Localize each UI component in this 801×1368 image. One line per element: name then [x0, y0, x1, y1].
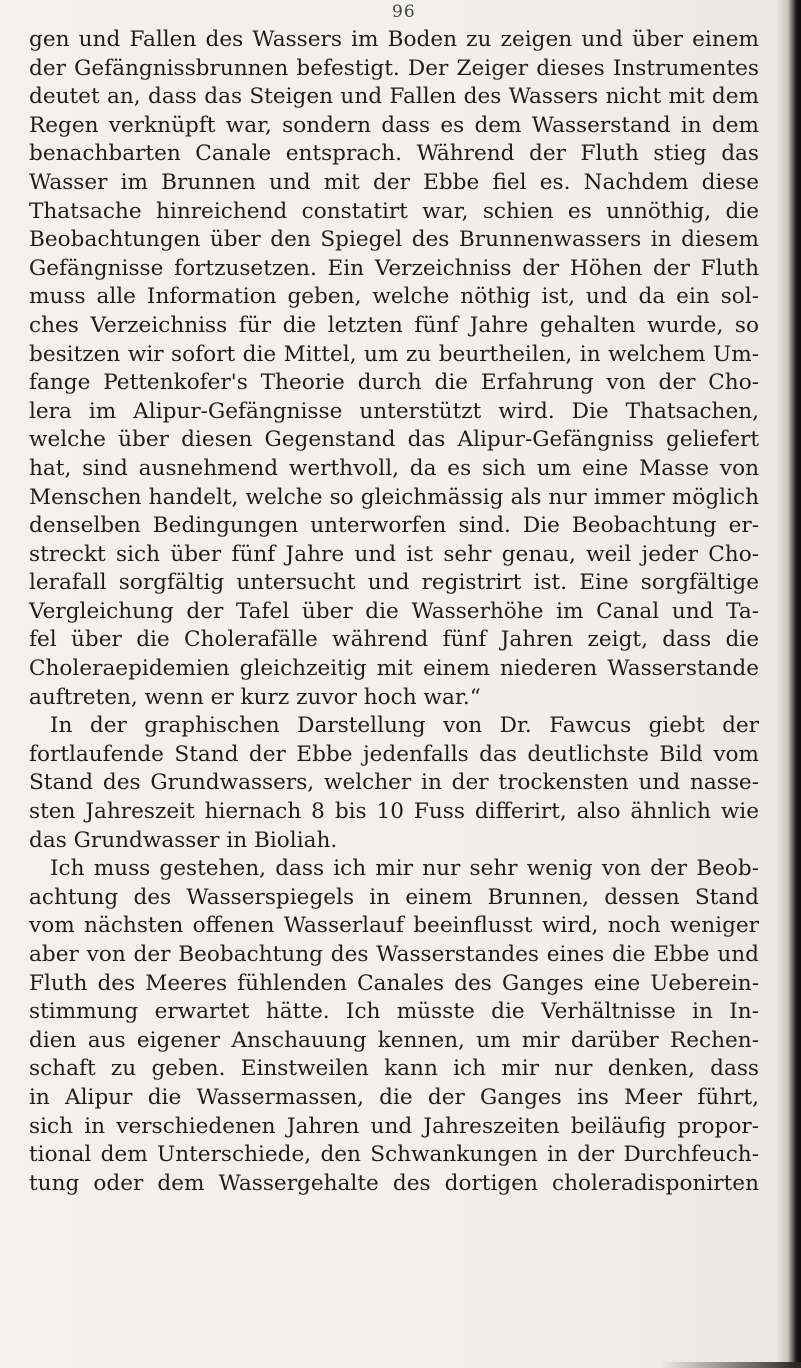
text-line: sich in verschiedenen Jahren und Jahreszeiten beiläufig propor-	[29, 1113, 759, 1139]
text-line: benachbarten Canale entsprach. Während der Fluth stieg das	[29, 141, 759, 167]
text-line: fel über die Cholerafälle während fünf Jahren zeigt, dass die	[29, 627, 759, 653]
text-line: Vergleichung der Tafel über die Wasserhöhe im Canal und Ta-	[29, 598, 759, 624]
text-line: lera im Alipur-Gefängnisse unterstützt wird. Die Thatsachen,	[29, 398, 759, 424]
text-line: Stand des Grundwassers, welcher in der trockensten und nasse-	[29, 770, 759, 796]
text-line: fortlaufende Stand der Ebbe jedenfalls das deutlichste Bild vom	[29, 741, 759, 767]
text-line: achtung des Wasserspiegels in einem Brunnen, dessen Stand	[29, 884, 759, 910]
text-line: schaft zu geben. Einstweilen kann ich mir nur denken, dass	[29, 1056, 759, 1082]
paragraph-start: In der graphischen Darstellung von Dr. Fawcus giebt der	[50, 713, 759, 739]
text-line: tional dem Unterschiede, den Schwankungen in der Durchfeuch-	[29, 1142, 759, 1168]
text-line: dien aus eigener Anschauung kennen, um mir darüber Rechen-	[29, 1027, 759, 1053]
text-line: stimmung erwartet hätte. Ich müsste die Verhältnisse in In-	[29, 999, 759, 1025]
corner-shadow	[661, 1362, 801, 1368]
text-line: sten Jahreszeit hiernach 8 bis 10 Fuss differirt, also ähnlich wie	[29, 799, 759, 825]
text-line: Gefängnisse fortzusetzen. Ein Verzeichniss der Höhen der Fluth	[29, 255, 759, 281]
text-line: Choleraepidemien gleichzeitig mit einem niederen Wasserstande	[29, 656, 759, 682]
paragraph-start: Ich muss gestehen, dass ich mir nur sehr wenig von der Beob-	[50, 856, 759, 882]
page-edge-shadow	[777, 0, 801, 1368]
text-line: auftreten, wenn er kurz zuvor hoch war.“	[29, 684, 481, 710]
text-line: Fluth des Meeres fühlenden Canales des Ganges eine Ueberein-	[29, 970, 759, 996]
text-line: Beobachtungen über den Spiegel des Brunnenwassers in diesem	[29, 227, 759, 253]
text-line: Wasser im Brunnen und mit der Ebbe fiel es. Nachdem diese	[29, 169, 759, 195]
text-line: muss alle Information geben, welche nöthig ist, und da ein sol-	[29, 284, 759, 310]
text-line: aber von der Beobachtung des Wasserstandes eines die Ebbe und	[29, 942, 759, 967]
text-line: lerafall sorgfältig untersucht und registrirt ist. Eine sorgfältige	[29, 570, 759, 596]
text-line: deutet an, dass das Steigen und Fallen des Wassers nicht mit dem	[29, 84, 759, 110]
text-line: vom nächsten offenen Wasserlauf beeinflusst wird, noch weniger	[29, 913, 759, 939]
text-line: das Grundwasser in Bioliah.	[29, 827, 338, 853]
text-line: Thatsache hinreichend constatirt war, schien es unnöthig, die	[29, 198, 759, 224]
page-number: 96	[392, 2, 416, 22]
text-line: hat, sind ausnehmend werthvoll, da es sich um eine Masse von	[29, 455, 759, 481]
text-line: denselben Bedingungen unterworfen sind. Die Beobachtung er-	[29, 513, 759, 539]
text-line: streckt sich über fünf Jahre und ist sehr genau, weil jeder Cho-	[29, 541, 759, 567]
text-line: tung oder dem Wassergehalte des dortigen choleradisponirten	[29, 1170, 759, 1196]
text-line: Menschen handelt, welche so gleichmässig als nur immer möglich	[29, 484, 759, 510]
text-line: ches Verzeichniss für die letzten fünf Jahre gehalten wurde, so	[29, 312, 759, 338]
text-line: in Alipur die Wassermassen, die der Ganges ins Meer führt,	[29, 1084, 759, 1110]
text-line: welche über diesen Gegenstand das Alipur-Gefängniss geliefert	[29, 427, 759, 453]
body-text	[29, 26, 759, 1198]
text-line: fange Pettenkofer's Theorie durch die Erfahrung von der Cho-	[29, 370, 759, 396]
text-line: besitzen wir sofort die Mittel, um zu beurtheilen, in welchem Um-	[29, 341, 759, 367]
text-line: Regen verknüpft war, sondern dass es dem Wasserstand in dem	[29, 112, 759, 138]
text-line: gen und Fallen des Wassers im Boden zu zeigen und über einem	[29, 27, 759, 52]
text-line: der Gefängnissbrunnen befestigt. Der Zeiger dieses Instrumentes	[29, 55, 759, 81]
